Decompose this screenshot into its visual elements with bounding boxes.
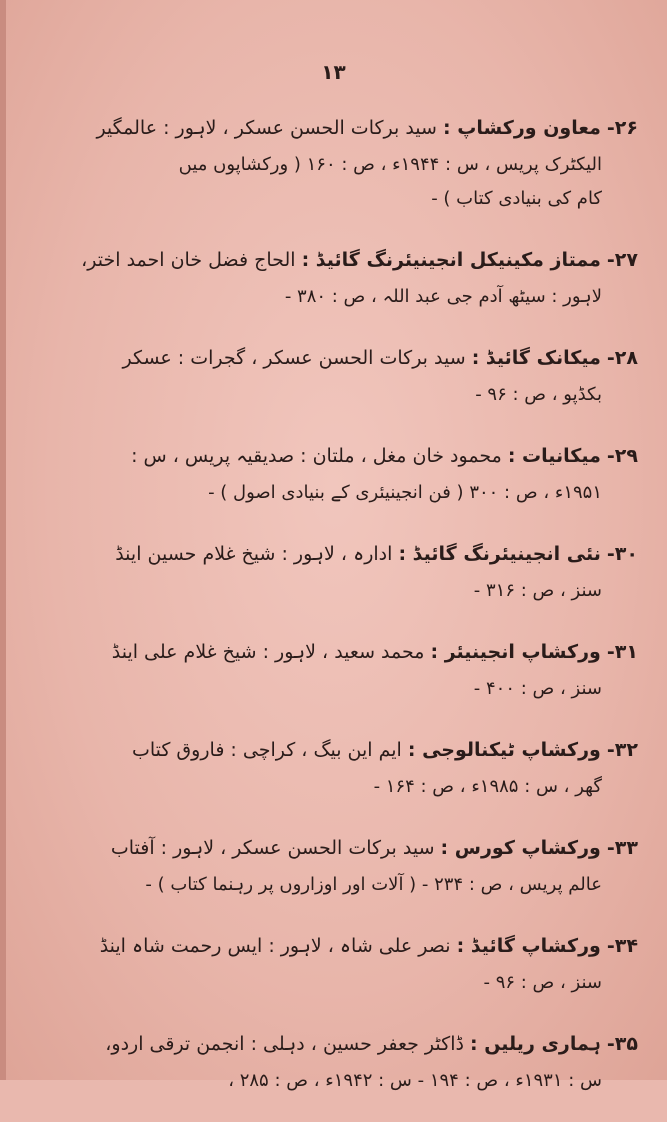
entry-details: سید برکات الحسن عسکر ، لاہور : آفتاب bbox=[110, 837, 435, 859]
bibliography-entry bbox=[38, 730, 638, 804]
bibliography-entry bbox=[38, 338, 638, 412]
entry-title: ورکشاپ گائیڈ : bbox=[456, 935, 601, 957]
entry-title: معاون ورکشاپ : bbox=[443, 117, 601, 139]
entry-first-line bbox=[38, 436, 638, 476]
entry-details: محمود خان مغل ، ملتان : صدیقیہ پریس ، س : bbox=[131, 445, 502, 467]
entry-number: ۳۵- bbox=[606, 1033, 638, 1055]
entry-first-line bbox=[38, 338, 638, 378]
bibliography-entry bbox=[38, 534, 638, 608]
page-number: ۱۳ bbox=[321, 60, 346, 84]
entry-details: ادارہ ، لاہور : شیخ غلام حسین اینڈ bbox=[115, 543, 393, 565]
entry-number: ۳۰- bbox=[606, 543, 638, 565]
entry-first-line bbox=[38, 240, 638, 280]
entry-details: ڈاکٹر جعفر حسین ، دہلی : انجمن ترقی اردو، bbox=[105, 1033, 464, 1055]
entry-number: ۳۴- bbox=[606, 935, 638, 957]
entry-number: ۳۲- bbox=[606, 739, 638, 761]
entry-details: نصر علی شاہ ، لاہور : ایس رحمت شاہ اینڈ bbox=[99, 935, 451, 957]
entry-first-line bbox=[38, 926, 638, 966]
entry-continuation: بکڈپو ، ص : ۹۶ - bbox=[475, 384, 602, 405]
entry-first-line bbox=[38, 632, 638, 672]
entry-continuation: سنز ، ص : ۴۰۰ - bbox=[473, 678, 602, 699]
entry-continuation: ۱۹۵۱ء ، ص : ۳۰۰ ( فن انجینیئری کے بنیادی اصول ) - bbox=[208, 482, 602, 503]
entry-title: ورکشاپ ٹیکنالوجی : bbox=[407, 739, 601, 761]
entry-title: ہماری ریلیں : bbox=[469, 1033, 601, 1055]
bibliography-entry bbox=[38, 926, 638, 1000]
bibliography-entry bbox=[38, 632, 638, 706]
bibliography-entry bbox=[38, 108, 638, 216]
entry-details: سید برکات الحسن عسکر ، گجرات : عسکر bbox=[122, 347, 466, 369]
entry-continuation: سنز ، ص : ۹۶ - bbox=[483, 972, 602, 993]
entry-title: ممتاز مکینیکل انجینیئرنگ گائیڈ : bbox=[301, 249, 601, 271]
entry-continuation: سنز ، ص : ۳۱۶ - bbox=[473, 580, 602, 601]
entry-number: ۲۹- bbox=[606, 445, 638, 467]
entry-number: ۳۱- bbox=[606, 641, 638, 663]
entry-continuation: عالم پریس ، ص : ۲۳۴ - ( آلات اور اوزاروں پر رہنما کتاب ) - bbox=[145, 874, 602, 895]
entry-first-line bbox=[38, 828, 638, 868]
entry-continuation: گھر ، س : ۱۹۸۵ء ، ص : ۱۶۴ - bbox=[373, 776, 602, 797]
bibliography-entry bbox=[38, 436, 638, 510]
entry-continuation: الیکٹرک پریس ، س : ۱۹۴۴ء ، ص : ۱۶۰ ( ورکشاپوں میں bbox=[178, 154, 602, 175]
page-binding-edge bbox=[0, 0, 6, 1080]
entry-first-line bbox=[38, 534, 638, 574]
entry-title: میکانک گائیڈ : bbox=[471, 347, 601, 369]
entry-details: سید برکات الحسن عسکر ، لاہور : عالمگیر bbox=[96, 117, 437, 139]
bibliography-entry bbox=[38, 1024, 638, 1098]
entry-continuation: کام کی بنیادی کتاب ) - bbox=[431, 188, 602, 209]
entry-first-line bbox=[38, 108, 638, 148]
entry-title: نئی انجینیئرنگ گائیڈ : bbox=[398, 543, 601, 565]
bibliography-entry bbox=[38, 828, 638, 902]
entry-first-line bbox=[38, 1024, 638, 1064]
entry-first-line bbox=[38, 730, 638, 770]
entry-details: ایم این بیگ ، کراچی : فاروق کتاب bbox=[131, 739, 402, 761]
bibliography-list bbox=[38, 108, 638, 1122]
entry-details: محمد سعید ، لاہور : شیخ غلام علی اینڈ bbox=[111, 641, 425, 663]
entry-number: ۳۳- bbox=[606, 837, 638, 859]
entry-title: ورکشاپ کورس : bbox=[440, 837, 601, 859]
entry-title: ورکشاپ انجینیئر : bbox=[430, 641, 601, 663]
entry-number: ۲۸- bbox=[606, 347, 638, 369]
entry-continuation: لاہور : سیٹھ آدم جی عبد اللہ ، ص : ۳۸۰ - bbox=[284, 286, 602, 307]
bibliography-entry bbox=[38, 240, 638, 314]
entry-title: میکانیات : bbox=[507, 445, 601, 467]
entry-continuation: س : ۱۹۳۱ء ، ص : ۱۹۴ - س : ۱۹۴۲ء ، ص : ۲۸۵ ، bbox=[228, 1070, 602, 1091]
entry-number: ۲۷- bbox=[606, 249, 638, 271]
entry-details: الحاج فضل خان احمد اختر، bbox=[81, 249, 296, 271]
entry-number: ۲۶- bbox=[606, 117, 638, 139]
